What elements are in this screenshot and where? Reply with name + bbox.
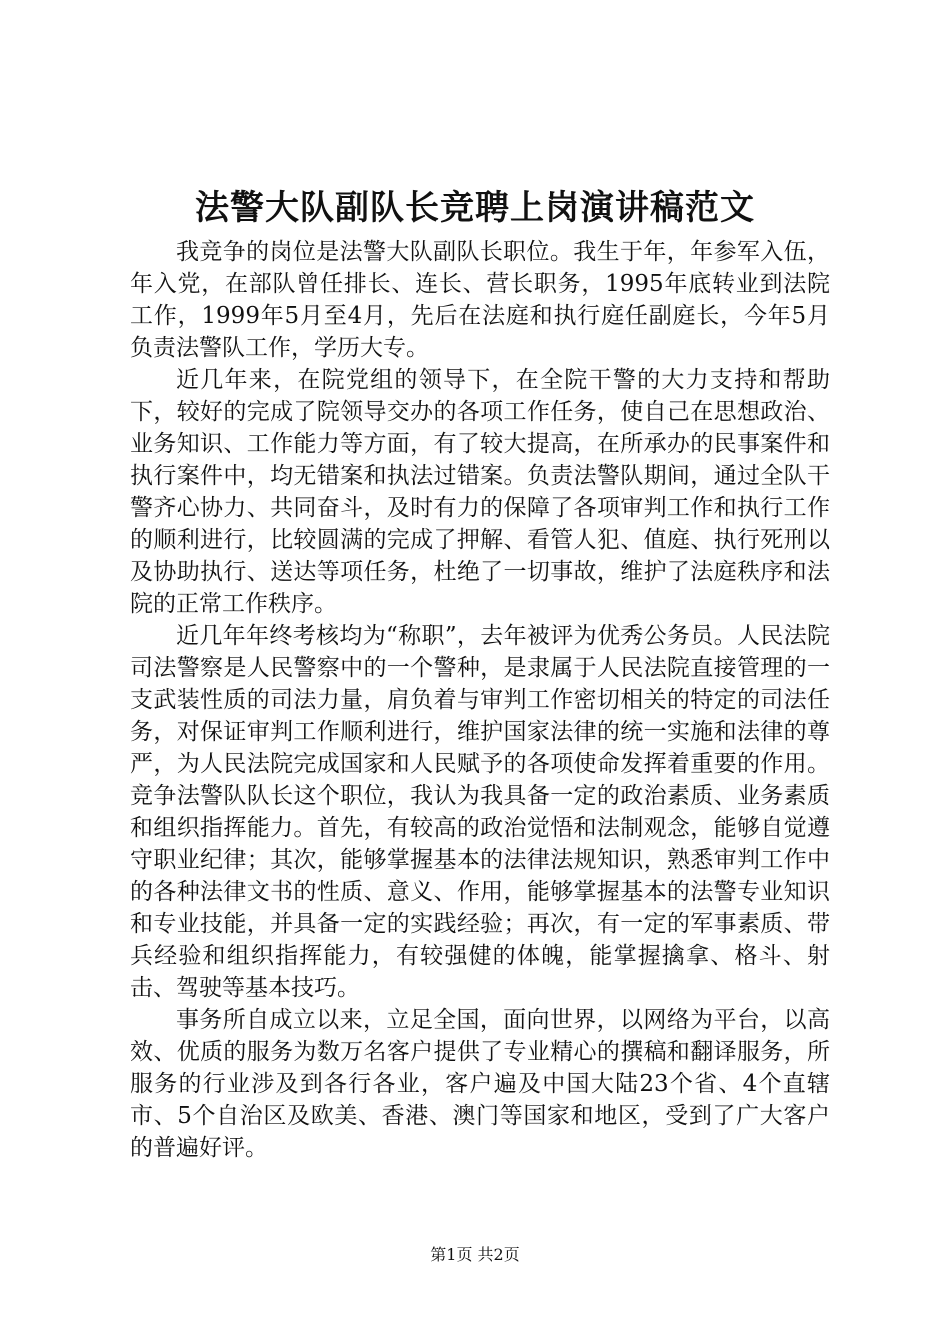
paragraph-4: 事务所自成立以来，立足全国，面向世界，以网络为平台，以高效、优质的服务为数万名客户提供了专业精心的撰稿和翻译服务，所服务的行业涉及到各行各业，客户遍及中国大陆23个省、4个直辖市、5个自治区及欧美、香港、澳门等国家和地区，受到了广大客户的普遍好评。 bbox=[130, 1007, 830, 1161]
document-title: 法警大队副队长竞聘上岗演讲稿范文 bbox=[195, 188, 755, 228]
page-number-footer: 第1页 共2页 bbox=[430, 1245, 520, 1264]
document-body bbox=[130, 236, 830, 1164]
paragraph-1: 我竞争的岗位是法警大队副队长职位。我生于年，年参军入伍，年入党，在部队曾任排长、连长、营长职务，1995年底转业到法院工作，1999年5月至4月，先后在法庭和执行庭任副庭长，今年5月负责法警队工作，学历大专。 bbox=[130, 239, 830, 361]
paragraph-3: 近几年年终考核均为“称职”，去年被评为优秀公务员。人民法院司法警察是人民警察中的一个警种，是隶属于人民法院直接管理的一支武装性质的司法力量，肩负着与审判工作密切相关的特定的司法任务，对保证审判工作顺利进行，维护国家法律的统一实施和法律的尊严，为人民法院完成国家和人民赋予的各项使命发挥着重要的作用。竞争法警队队长这个职位，我认为我具备一定的政治素质、业务素质和组织指挥能力。首先，有较高的政治觉悟和法制观念，能够自觉遵守职业纪律；其次，能够掌握基本的法律法规知识，熟悉审判工作中的各种法律文书的性质、意义、作用，能够掌握基本的法警专业知识和专业技能，并具备一定的实践经验；再次，有一定的军事素质、带兵经验和组织指挥能力，有较强健的体魄，能掌握擒拿、格斗、射击、驾驶等基本技巧。 bbox=[130, 623, 830, 1001]
paragraph-2: 近几年来，在院党组的领导下，在全院干警的大力支持和帮助下，较好的完成了院领导交办的各项工作任务，使自己在思想政治、业务知识、工作能力等方面，有了较大提高，在所承办的民事案件和执行案件中，均无错案和执法过错案。负责法警队期间，通过全队干警齐心协力、共同奋斗，及时有力的保障了各项审判工作和执行工作的顺利进行，比较圆满的完成了押解、看管人犯、值庭、执行死刑以及协助执行、送达等项任务，杜绝了一切事故，维护了法庭秩序和法院的正常工作秩序。 bbox=[130, 367, 830, 617]
